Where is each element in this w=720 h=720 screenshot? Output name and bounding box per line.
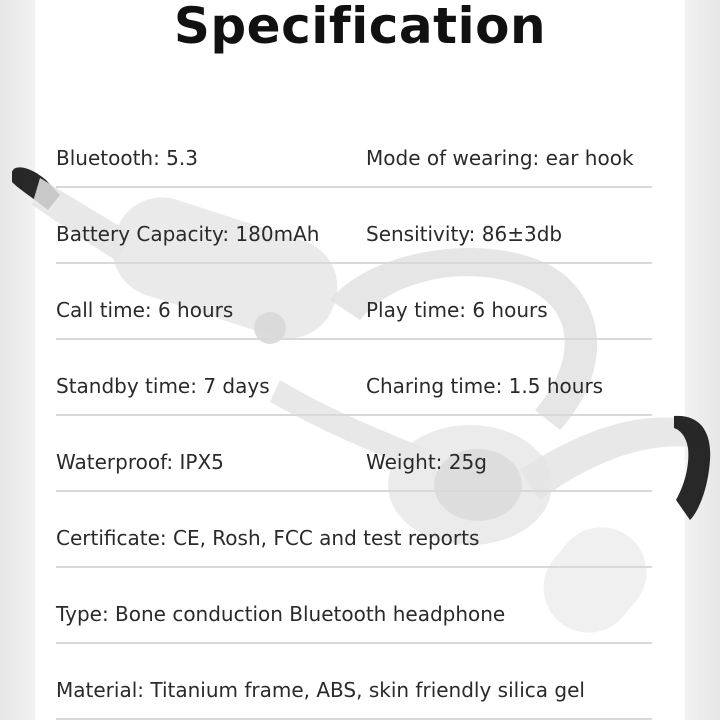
spec-call-time: Call time: 6 hours [56,298,234,322]
spec-charging-time: Charing time: 1.5 hours [366,374,604,398]
spec-row [56,644,652,720]
spec-weight: Weight: 25g [366,450,487,474]
spec-row [56,416,652,492]
page-title: Specification [173,0,547,55]
spec-row [56,568,652,644]
spec-row [56,112,652,188]
spec-battery: Battery Capacity: 180mAh [56,222,320,246]
spec-standby-time: Standby time: 7 days [56,374,270,398]
spec-type: Type: Bone conduction Bluetooth headphone [56,602,506,626]
spec-row [56,492,652,568]
spec-material: Material: Titanium frame, ABS, skin friendly silica gel [56,678,585,702]
spec-row [56,188,652,264]
spec-bluetooth: Bluetooth: 5.3 [56,146,198,170]
spec-row [56,264,652,340]
spec-certificate: Certificate: CE, Rosh, FCC and test reports [56,526,480,550]
spec-row [56,340,652,416]
spec-waterproof: Waterproof: IPX5 [56,450,224,474]
spec-sensitivity: Sensitivity: 86±3db [366,222,563,246]
spec-play-time: Play time: 6 hours [366,298,548,322]
spec-wearing-mode: Mode of wearing: ear hook [366,146,634,170]
